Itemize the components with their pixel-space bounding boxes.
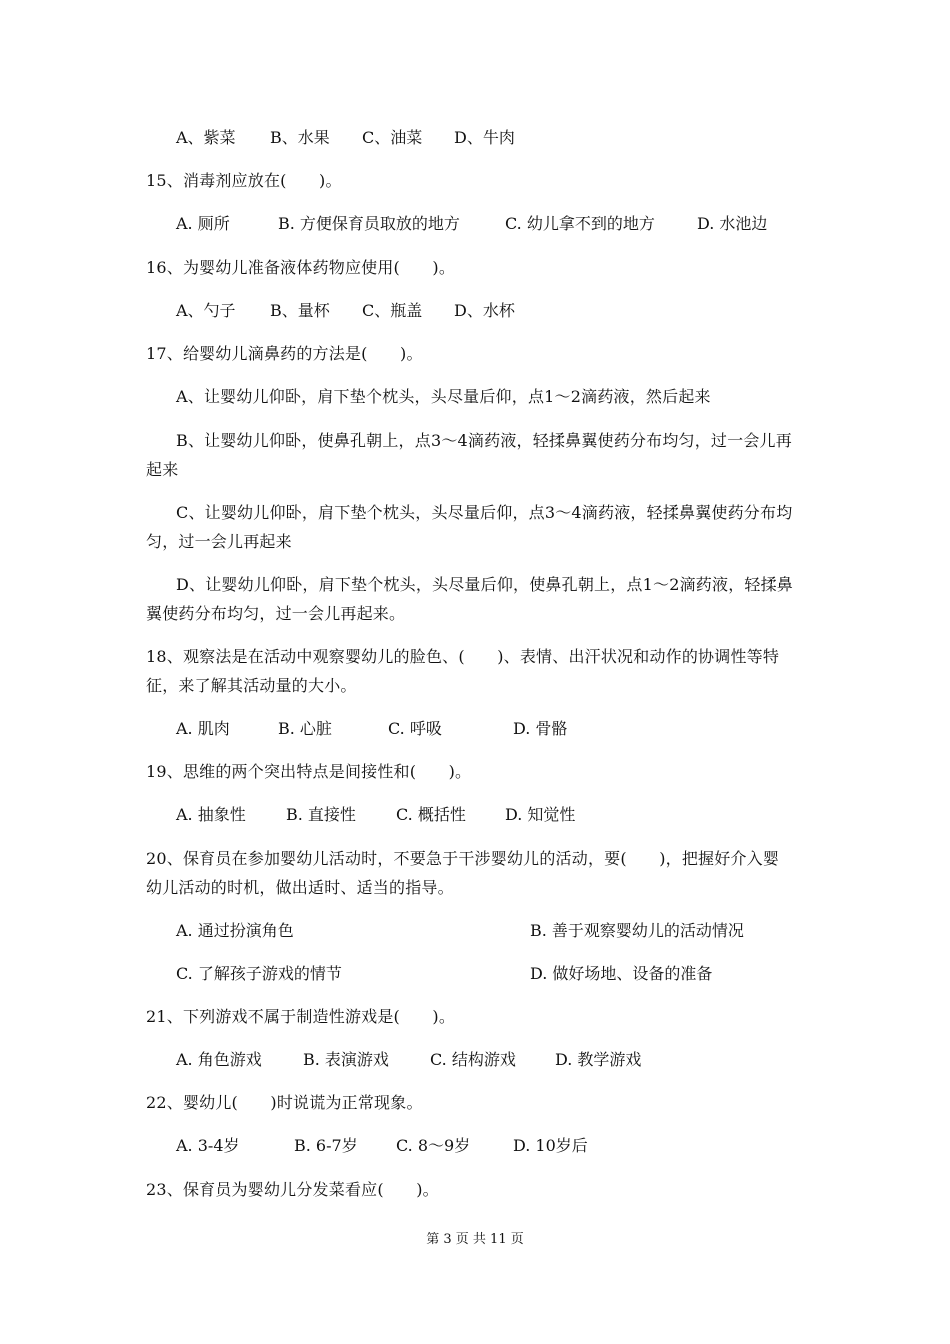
q15-option-a: A. 厕所 [176, 214, 230, 233]
q22-option-d: D. 10岁后 [513, 1136, 588, 1155]
q17-option-c-line2: 匀，过一会儿再起来 [146, 532, 292, 551]
q18-option-b: B. 心脏 [278, 719, 332, 738]
q15-option-b: B. 方便保育员取放的地方 [278, 214, 460, 233]
q20-option-b: B. 善于观察婴幼儿的活动情况 [530, 921, 744, 940]
page-footer: 第 3 页 共 11 页 [426, 1232, 524, 1247]
q20-stem-line2: 幼儿活动的时机，做出适时、适当的指导。 [146, 878, 454, 897]
q15-option-c: C. 幼儿拿不到的地方 [505, 214, 655, 233]
q22-stem: 22、婴幼儿( )时说谎为正常现象。 [146, 1093, 423, 1112]
q19-option-c: C. 概括性 [396, 805, 466, 824]
q14-option-a: A、紫菜 [176, 128, 236, 147]
q16-stem: 16、为婴幼儿准备液体药物应使用( )。 [146, 258, 456, 277]
q21-option-a: A. 角色游戏 [176, 1050, 262, 1069]
q19-stem: 19、思维的两个突出特点是间接性和( )。 [146, 762, 472, 781]
q18-option-d: D. 骨骼 [513, 719, 568, 738]
q21-option-c: C. 结构游戏 [430, 1050, 516, 1069]
q19-option-d: D. 知觉性 [505, 805, 576, 824]
q16-option-d: D、水杯 [454, 301, 515, 320]
q20-option-d: D. 做好场地、设备的准备 [530, 964, 713, 983]
q17-option-b-line1: B、让婴幼儿仰卧，使鼻孔朝上，点3～4滴药液，轻揉鼻翼使药分布均匀，过一会儿再 [176, 431, 792, 450]
q15-option-d: D. 水池边 [697, 214, 768, 233]
q14-option-d: D、牛肉 [454, 128, 515, 147]
q14-option-c: C、油菜 [362, 128, 423, 147]
q17-option-c-line1: C、让婴幼儿仰卧，肩下垫个枕头，头尽量后仰，点3～4滴药液，轻揉鼻翼使药分布均 [176, 503, 793, 522]
q21-option-d: D. 教学游戏 [555, 1050, 642, 1069]
q16-option-b: B、量杯 [270, 301, 330, 320]
q18-option-c: C. 呼吸 [388, 719, 442, 738]
q17-option-b-line2: 起来 [146, 460, 179, 479]
q16-option-a: A、勺子 [176, 301, 236, 320]
q19-option-a: A. 抽象性 [176, 805, 246, 824]
q14-option-b: B、水果 [270, 128, 330, 147]
q17-stem: 17、给婴幼儿滴鼻药的方法是( )。 [146, 344, 423, 363]
q17-option-d-line1: D、让婴幼儿仰卧，肩下垫个枕头，头尽量后仰，使鼻孔朝上，点1～2滴药液，轻揉鼻 [176, 575, 793, 594]
q19-option-b: B. 直接性 [286, 805, 356, 824]
q18-stem-line1: 18、观察法是在活动中观察婴幼儿的脸色、( )、表情、出汗状况和动作的协调性等特 [146, 647, 780, 666]
q18-stem-line2: 征，来了解其活动量的大小。 [146, 676, 357, 695]
q17-option-a: A、让婴幼儿仰卧，肩下垫个枕头，头尽量后仰，点1～2滴药液，然后起来 [176, 387, 711, 406]
q20-stem-line1: 20、保育员在参加婴幼儿活动时，不要急于干涉婴幼儿的活动，要( )，把握好介入婴 [146, 849, 780, 868]
q15-stem: 15、消毒剂应放在( )。 [146, 171, 342, 190]
q23-stem: 23、保育员为婴幼儿分发菜看应( )。 [146, 1180, 439, 1199]
q21-stem: 21、下列游戏不属于制造性游戏是( )。 [146, 1007, 456, 1026]
q18-option-a: A. 肌肉 [176, 719, 230, 738]
q20-option-c: C. 了解孩子游戏的情节 [176, 964, 342, 983]
q22-option-b: B. 6-7岁 [294, 1136, 358, 1155]
q21-option-b: B. 表演游戏 [303, 1050, 389, 1069]
q20-option-a: A. 通过扮演角色 [176, 921, 294, 940]
q16-option-c: C、瓶盖 [362, 301, 423, 320]
q22-option-a: A. 3-4岁 [176, 1136, 240, 1155]
q22-option-c: C. 8～9岁 [396, 1136, 471, 1155]
q17-option-d-line2: 翼使药分布均匀，过一会儿再起来。 [146, 604, 406, 623]
